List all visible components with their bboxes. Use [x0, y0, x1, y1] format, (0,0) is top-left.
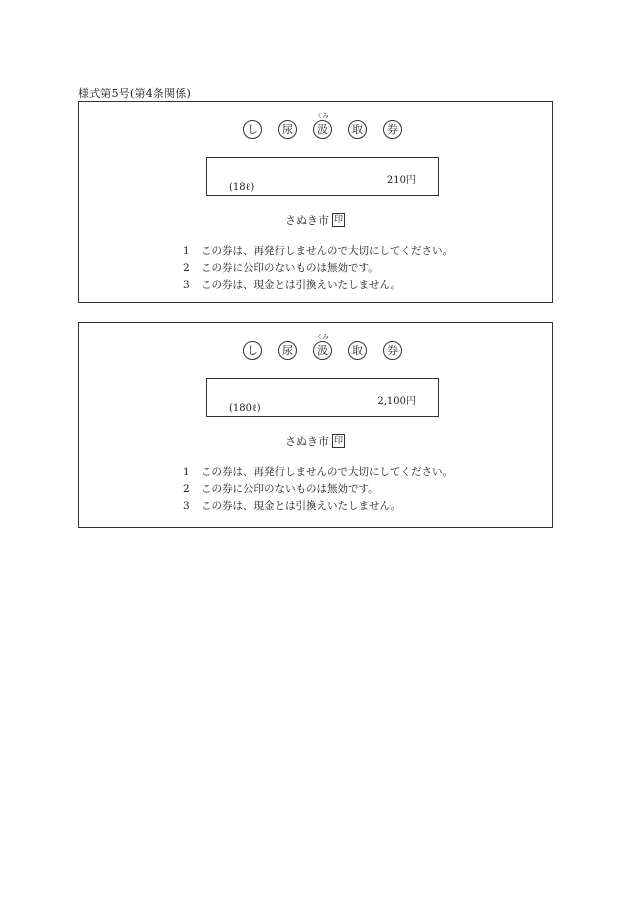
volume-value: (18ℓ) — [229, 182, 255, 193]
amount-box — [206, 378, 439, 417]
note-number: 2 — [183, 262, 190, 274]
note-text: この券は、再発行しませんので大切にしてください。 — [201, 245, 453, 257]
note-item — [183, 481, 453, 498]
issuer-line — [285, 212, 345, 228]
note-item — [183, 277, 453, 294]
note-number: 3 — [183, 279, 190, 291]
ticket-title — [79, 113, 552, 142]
issuer-name: さぬき市 — [285, 214, 329, 227]
form-number-label: 様式第5号(第4条関係) — [78, 87, 191, 100]
title-char-text: 汲 — [317, 123, 328, 136]
title-char: し — [243, 120, 262, 139]
title-char: 尿 — [278, 341, 297, 360]
note-number: 3 — [183, 500, 190, 512]
amount-box — [206, 157, 439, 196]
title-char: 取 — [348, 341, 367, 360]
note-number: 2 — [183, 483, 190, 495]
note-item — [183, 464, 453, 481]
ticket-18l — [78, 101, 553, 303]
ticket-180l — [78, 322, 553, 528]
note-text: この券に公印のないものは無効です。 — [201, 483, 379, 495]
title-char: 取 — [348, 120, 367, 139]
title-char — [313, 334, 332, 360]
note-item — [183, 498, 453, 515]
seal-stamp: 印 — [333, 215, 343, 225]
note-item — [183, 260, 453, 277]
price-value: 210円 — [386, 175, 416, 186]
seal-stamp: 印 — [333, 436, 343, 446]
title-ruby: くみ — [316, 334, 329, 341]
note-number: 1 — [183, 245, 190, 257]
title-char: 券 — [383, 120, 402, 139]
price-value: 2,100円 — [377, 396, 416, 407]
volume-value: (180ℓ) — [229, 403, 261, 414]
note-item — [183, 243, 453, 260]
note-text: この券に公印のないものは無効です。 — [201, 262, 379, 274]
title-char: し — [243, 341, 262, 360]
issuer-line — [285, 433, 345, 449]
notes-list — [183, 243, 453, 294]
title-char: 尿 — [278, 120, 297, 139]
note-text: この券は、現金とは引換えいたしません。 — [201, 279, 402, 291]
note-text: この券は、再発行しませんので大切にしてください。 — [201, 466, 453, 478]
issuer-name: さぬき市 — [285, 435, 329, 448]
note-text: この券は、現金とは引換えいたしません。 — [201, 500, 402, 512]
note-number: 1 — [183, 466, 190, 478]
title-char: 券 — [383, 341, 402, 360]
title-char-text: 汲 — [317, 344, 328, 357]
title-ruby: くみ — [316, 113, 329, 120]
ticket-title — [79, 334, 552, 363]
notes-list — [183, 464, 453, 515]
title-char — [313, 113, 332, 139]
